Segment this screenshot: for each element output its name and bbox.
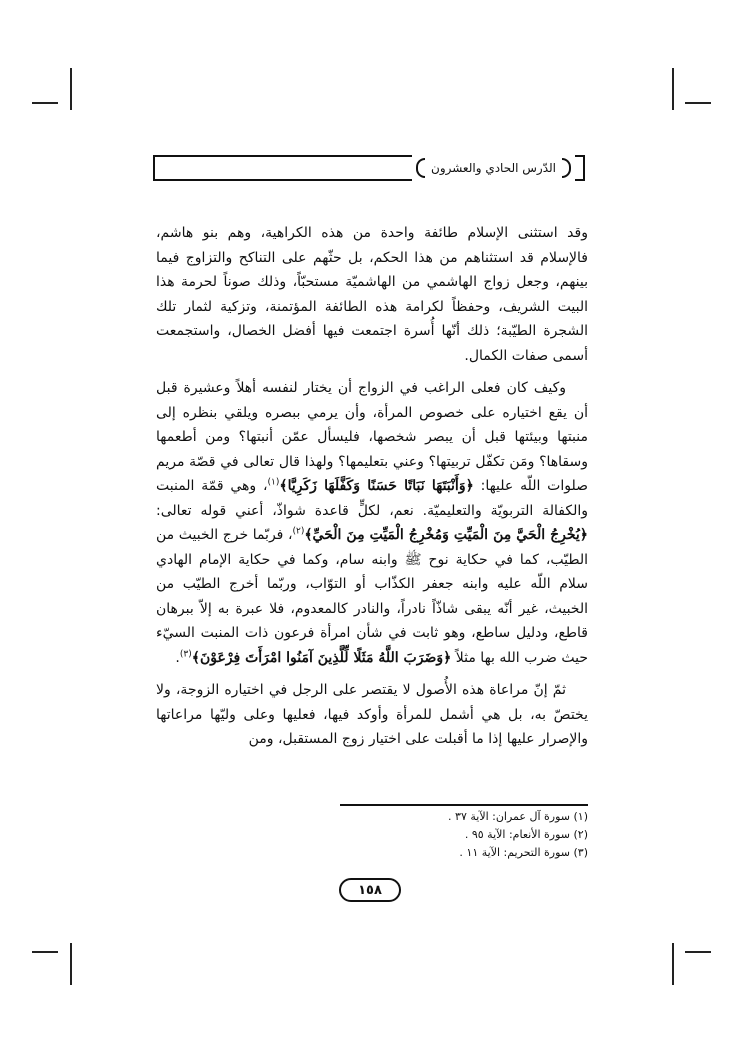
header-title: الدّرس الحادي والعشرون (431, 161, 556, 175)
footnote-3: (٣) سورة التحريم: الآية ١١ . (459, 846, 588, 859)
body-text (156, 221, 588, 752)
paragraph-2-part-1: وكيف كان فعلى الراغب في الزواج أن يختار لنفسه أهلاً وعشيرة قبل أن يقع اختياره على خصوص المرأة، وأن يرمي ببصره ويلقي بنظره إلى منبتها وبيئتها قبل أن يبصر شخصها، فليسأل عمّن أنبتها؟ ومن أطعمها وسقاها؟ ومَن تكفّل تربيتها؟ وعني بتعليمها؟ ولهذا قال تعالى في قصّة مريم صلوات اللّه عليها: (156, 380, 588, 494)
footnotes (300, 808, 588, 862)
paragraph-1: وقد استثنى الإسلام طائفة واحدة من هذه الكراهية، وهم بنو هاشم، فالإسلام قد استثناهم من هذا الحكم، بل حثّهم على التناكح والتزاوج فيما بينهم، وجعل زواج الهاشمي من الهاشميّة مستحبّاً، وذلك صوناً لحرمة هذا البيت الشريف، وحفظاً لكرامة هذه الطائفة المؤتمنة، وتزكية لثمار تلك الشجرة الطيّبة؛ ذلك أنّها أُسرة اجتمعت فيها أفضل الخصال، واستجمعت أسمى صفات الكمال. (156, 225, 588, 364)
paragraph-3: ثمّ إنّ مراعاة هذه الأُصول لا يقتصر على الرجل في اختياره الزوجة، ولا يختصّ به، بل هي أشمل للمرأة وأوكد فيها، فعليها وعلى وليّها مراعاتها والإصرار عليها إذا ما أقبلت على اختيار زوج المستقبل، ومن (156, 682, 588, 747)
crop-mark-top-right-h (685, 102, 711, 104)
paragraph-2 (156, 376, 588, 670)
header-title-tab (412, 155, 575, 181)
header-bracket-right (562, 158, 571, 178)
quran-verse-2: ﴿يُخْرِجُ الْحَيَّ مِنَ الْمَيِّتِ وَمُخْرِجُ الْمَيِّتِ مِنَ الْحَيِّ﴾ (304, 527, 588, 543)
running-header (153, 155, 585, 181)
crop-mark-bottom-right-h (685, 951, 711, 953)
paragraph-2-end: . (175, 649, 180, 666)
crop-mark-bottom-left-h (32, 951, 58, 953)
paragraph-2-part-3: ، فربّما خرج الخبيث من الطيّب، كما في حكاية نوح ﷺ وابنه سام، وكما في حكاية الإمام الهادي سلام اللّه عليه وابنه جعفر الكذّاب أو التوّاب، وربّما أخرج الطيّب من الخبيث، غير أنّه يبقى شاذّاً نادراً، والنادر كالمعدوم، فلا عبرة به إلاّ ببرهان قاطع، ودليل ساطع، وهو ثابت في شأن امرأة فرعون ذات المنبت السيّء حيث ضرب الله بها مثلاً (156, 527, 588, 666)
crop-mark-bottom-right (672, 943, 674, 985)
quran-verse-1: ﴿وَأَنْبَتَهَا نَبَاتًا حَسَنًا وَكَفَّلَهَا زَكَرِيَّا﴾ (279, 478, 474, 494)
quran-verse-3: ﴿وَضَرَبَ اللَّهُ مَثَلًا لِّلَّذِينَ آمَنُوا امْرَأَتَ فِرْعَوْنَ﴾ (191, 649, 452, 666)
crop-mark-top-right (672, 68, 674, 110)
paragraph-2-part-2: ، وهي قمّة المنبت والكفالة التربويّة والتعليميّة. نعم، لكلٍّ قاعدة شواذّ، أعني قوله تعالى: (156, 478, 588, 519)
footnote-ref-2: (٢) (292, 526, 305, 537)
footnote-divider (340, 804, 588, 806)
page-number: ١٥٨ (339, 878, 401, 902)
footnote-2: (٢) سورة الأنعام: الآية ٩٥ . (464, 828, 588, 841)
crop-mark-top-left (70, 68, 72, 110)
header-bracket-left (416, 158, 425, 178)
footnote-ref-1: (١) (267, 477, 280, 488)
footnote-ref-3: (٣) (179, 648, 192, 659)
crop-mark-top-left-h (32, 102, 58, 104)
crop-mark-bottom-left (70, 943, 72, 985)
footnote-1: (١) سورة آل عمران: الآية ٣٧ . (448, 810, 588, 823)
